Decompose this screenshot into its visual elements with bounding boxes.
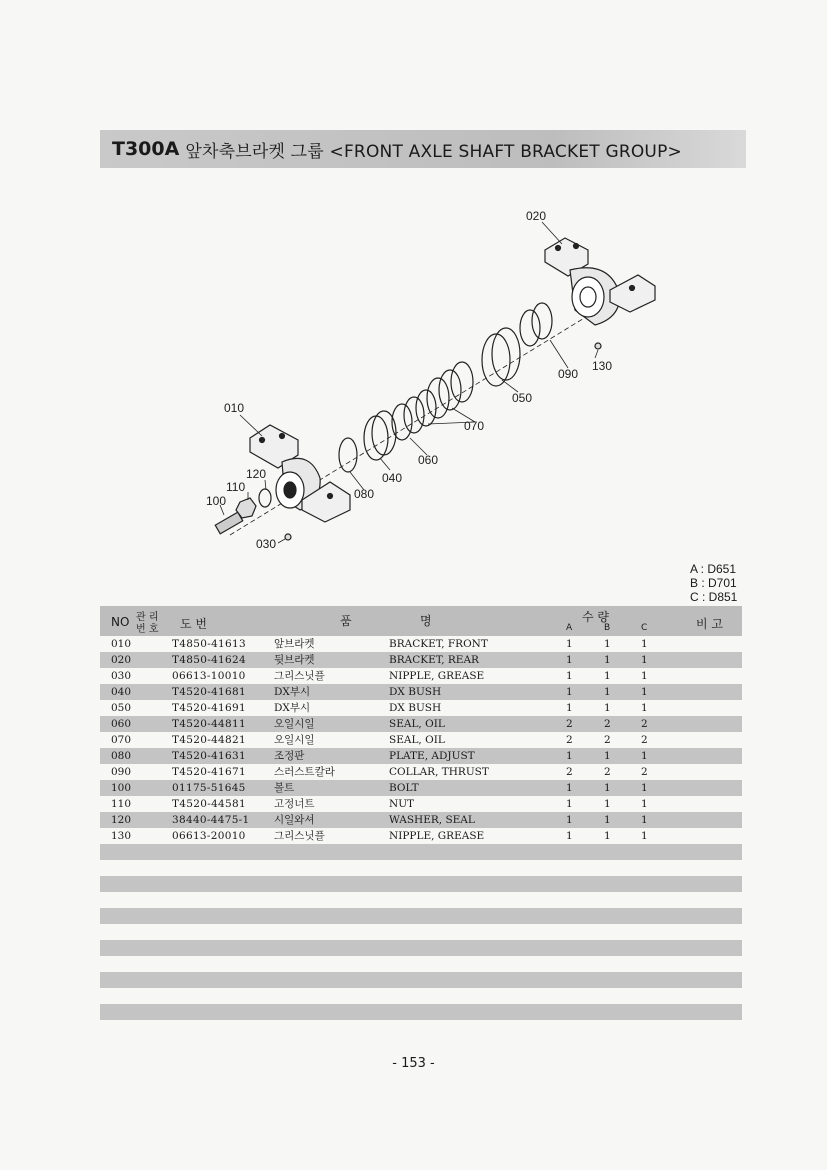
label-100: 100 bbox=[206, 494, 227, 508]
table-row bbox=[100, 668, 742, 684]
row-name-ko: DX부시 bbox=[274, 702, 311, 714]
row-qty-b: 2 bbox=[604, 718, 611, 730]
row-part-number: 38440-4475-1 bbox=[172, 814, 250, 826]
table-header bbox=[100, 606, 742, 636]
row-part-number: T4520-44811 bbox=[172, 718, 246, 730]
row-name-en: NIPPLE, GREASE bbox=[389, 830, 485, 842]
row-name-ko: 시일와셔 bbox=[274, 814, 315, 826]
table-row bbox=[100, 764, 742, 780]
table-row bbox=[100, 716, 742, 732]
row-name-ko: 그리스닛플 bbox=[274, 670, 325, 682]
label-040: 040 bbox=[382, 471, 403, 485]
row-qty-a: 1 bbox=[566, 830, 573, 842]
row-part-number: T4850-41613 bbox=[172, 638, 246, 650]
blank-row bbox=[100, 1004, 742, 1020]
row-qty-b: 1 bbox=[604, 798, 611, 810]
row-name-en: DX BUSH bbox=[389, 702, 442, 714]
row-qty-c: 1 bbox=[641, 670, 648, 682]
row-qty-b: 1 bbox=[604, 782, 611, 794]
table-row bbox=[100, 796, 742, 812]
row-qty-b: 1 bbox=[604, 686, 611, 698]
legend-b: B : D701 bbox=[690, 576, 737, 590]
row-part-number: T4520-44581 bbox=[172, 798, 246, 810]
row-name-ko: DX부시 bbox=[274, 686, 311, 698]
row-qty-b: 1 bbox=[604, 654, 611, 666]
blank-row bbox=[100, 908, 742, 924]
row-qty-b: 1 bbox=[604, 702, 611, 714]
row-no: 080 bbox=[111, 750, 132, 762]
blank-row bbox=[100, 876, 742, 892]
legend-a: A : D651 bbox=[690, 562, 737, 576]
table-row bbox=[100, 780, 742, 796]
table-row bbox=[100, 652, 742, 668]
header-name-a: 품 bbox=[340, 614, 352, 628]
row-name-en: DX BUSH bbox=[389, 686, 442, 698]
row-no: 120 bbox=[111, 814, 132, 826]
row-name-ko: 앞브라켓 bbox=[274, 638, 315, 650]
row-part-number: T4520-41671 bbox=[172, 766, 246, 778]
row-name-ko: 그리스닛플 bbox=[274, 830, 325, 842]
row-qty-a: 1 bbox=[566, 638, 573, 650]
row-part-number: T4520-41631 bbox=[172, 750, 246, 762]
header-name-b: 명 bbox=[420, 614, 432, 628]
label-070: 070 bbox=[464, 419, 485, 433]
row-qty-a: 1 bbox=[566, 750, 573, 762]
row-no: 130 bbox=[111, 830, 132, 842]
row-qty-c: 2 bbox=[641, 734, 648, 746]
label-130: 130 bbox=[592, 359, 613, 373]
row-qty-c: 2 bbox=[641, 718, 648, 730]
row-qty-a: 1 bbox=[566, 782, 573, 794]
row-name-en: BRACKET, FRONT bbox=[389, 638, 488, 650]
row-qty-b: 1 bbox=[604, 750, 611, 762]
label-010: 010 bbox=[224, 401, 245, 415]
table-row bbox=[100, 684, 742, 700]
header-qty-a: A bbox=[566, 623, 573, 633]
table-row bbox=[100, 748, 742, 764]
header-mgmt-bottom: 번 호 bbox=[136, 624, 159, 635]
row-name-en: COLLAR, THRUST bbox=[389, 766, 489, 778]
row-qty-c: 1 bbox=[641, 654, 648, 666]
row-name-ko: 조정판 bbox=[274, 750, 305, 762]
row-qty-c: 1 bbox=[641, 830, 648, 842]
table-row bbox=[100, 732, 742, 748]
row-name-en: SEAL, OIL bbox=[389, 718, 445, 730]
legend-c: C : D851 bbox=[690, 590, 738, 604]
page-title-bar bbox=[100, 130, 746, 168]
label-080: 080 bbox=[354, 487, 375, 501]
row-no: 050 bbox=[111, 702, 132, 714]
row-qty-b: 1 bbox=[604, 670, 611, 682]
table-row bbox=[100, 828, 742, 844]
header-mgmt-top: 관 리 bbox=[136, 612, 159, 623]
row-part-number: T4520-41681 bbox=[172, 686, 246, 698]
row-name-ko: 고정너트 bbox=[274, 798, 315, 810]
row-qty-c: 1 bbox=[641, 686, 648, 698]
row-part-number: 06613-10010 bbox=[172, 670, 246, 682]
row-qty-b: 1 bbox=[604, 830, 611, 842]
row-qty-a: 1 bbox=[566, 686, 573, 698]
row-no: 020 bbox=[111, 654, 132, 666]
row-name-en: BRACKET, REAR bbox=[389, 654, 479, 666]
row-part-number: T4520-41691 bbox=[172, 702, 246, 714]
row-part-number: T4850-41624 bbox=[172, 654, 246, 666]
row-name-ko: 뒷브라켓 bbox=[274, 654, 315, 666]
row-name-en: PLATE, ADJUST bbox=[389, 750, 475, 762]
row-qty-b: 2 bbox=[604, 766, 611, 778]
row-no: 070 bbox=[111, 734, 132, 746]
row-qty-c: 1 bbox=[641, 782, 648, 794]
blank-row bbox=[100, 940, 742, 956]
label-020: 020 bbox=[526, 209, 547, 223]
row-qty-c: 2 bbox=[641, 766, 648, 778]
row-no: 010 bbox=[111, 638, 132, 650]
row-name-en: WASHER, SEAL bbox=[389, 814, 475, 826]
label-090: 090 bbox=[558, 367, 579, 381]
row-qty-b: 2 bbox=[604, 734, 611, 746]
row-no: 090 bbox=[111, 766, 132, 778]
blank-row bbox=[100, 972, 742, 988]
row-no: 110 bbox=[111, 798, 132, 810]
row-qty-a: 2 bbox=[566, 718, 573, 730]
row-qty-c: 1 bbox=[641, 750, 648, 762]
row-name-en: BOLT bbox=[389, 782, 419, 794]
row-part-number: 06613-20010 bbox=[172, 830, 246, 842]
exploded-parts-diagram bbox=[190, 200, 660, 570]
row-no: 030 bbox=[111, 670, 132, 682]
label-030: 030 bbox=[256, 537, 277, 551]
table-row bbox=[100, 812, 742, 828]
row-qty-c: 1 bbox=[641, 798, 648, 810]
blank-row bbox=[100, 844, 742, 860]
row-name-ko: 볼트 bbox=[274, 782, 295, 794]
header-qty-b: B bbox=[604, 623, 611, 633]
row-qty-c: 1 bbox=[641, 814, 648, 826]
page-title: 앞차축브라켓 그룹 <FRONT AXLE SHAFT BRACKET GROUP> bbox=[185, 141, 682, 162]
label-050: 050 bbox=[512, 391, 533, 405]
row-qty-b: 1 bbox=[604, 814, 611, 826]
parts-table bbox=[100, 606, 742, 1020]
row-name-ko: 오일시일 bbox=[274, 734, 315, 746]
row-name-ko: 오일시일 bbox=[274, 718, 315, 730]
label-120: 120 bbox=[246, 467, 267, 481]
table-row bbox=[100, 636, 742, 652]
row-qty-a: 1 bbox=[566, 814, 573, 826]
row-qty-a: 1 bbox=[566, 670, 573, 682]
row-qty-c: 1 bbox=[641, 702, 648, 714]
row-part-number: 01175-51645 bbox=[172, 782, 246, 794]
row-name-en: NUT bbox=[389, 798, 415, 810]
header-qty-c: C bbox=[641, 623, 648, 633]
row-qty-a: 1 bbox=[566, 654, 573, 666]
row-qty-a: 1 bbox=[566, 798, 573, 810]
row-name-en: NIPPLE, GREASE bbox=[389, 670, 485, 682]
row-name-ko: 스러스트칼라 bbox=[274, 766, 335, 778]
group-code: T300A bbox=[112, 138, 180, 160]
table-body bbox=[100, 636, 742, 844]
header-no: NO bbox=[111, 615, 130, 629]
model-legend bbox=[690, 562, 737, 604]
row-qty-a: 2 bbox=[566, 734, 573, 746]
row-qty-a: 2 bbox=[566, 766, 573, 778]
label-060: 060 bbox=[418, 453, 439, 467]
row-qty-b: 1 bbox=[604, 638, 611, 650]
row-qty-c: 1 bbox=[641, 638, 648, 650]
header-drawing-number: 도 번 bbox=[180, 617, 207, 631]
row-part-number: T4520-44821 bbox=[172, 734, 246, 746]
page-number: - 153 - bbox=[392, 1056, 435, 1071]
row-no: 060 bbox=[111, 718, 132, 730]
label-110: 110 bbox=[226, 480, 246, 494]
table-row bbox=[100, 700, 742, 716]
header-qty: 수 량 bbox=[582, 610, 609, 624]
row-qty-a: 1 bbox=[566, 702, 573, 714]
row-name-en: SEAL, OIL bbox=[389, 734, 445, 746]
header-remarks: 비 고 bbox=[696, 617, 723, 631]
row-no: 100 bbox=[111, 782, 132, 794]
row-no: 040 bbox=[111, 686, 132, 698]
blank-rows bbox=[100, 844, 742, 1020]
